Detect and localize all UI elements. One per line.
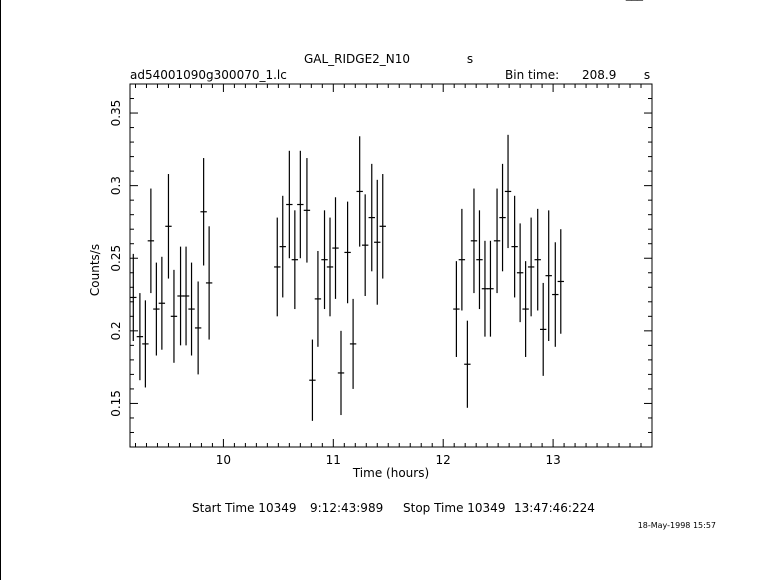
data-point <box>309 340 315 421</box>
x-tick-label: 13 <box>545 453 561 467</box>
y-axis-label: Counts/s <box>88 243 102 297</box>
data-point <box>142 300 148 387</box>
date-stamp: 18-May-1998 15:57 <box>637 521 716 530</box>
data-point <box>274 218 280 317</box>
data-point <box>280 196 286 298</box>
data-point <box>511 196 517 298</box>
data-point <box>505 135 511 248</box>
data-point <box>482 241 488 337</box>
data-point <box>297 151 303 258</box>
data-point <box>321 210 327 309</box>
data-point <box>177 247 183 346</box>
data-point <box>183 247 189 346</box>
data-point <box>362 194 368 296</box>
start-time-value: 9:12:43:989 <box>310 501 384 515</box>
y-tick-label: 0.2 <box>109 321 123 341</box>
data-point <box>540 283 546 376</box>
chart-title-units: s <box>466 52 474 66</box>
data-point <box>499 164 505 271</box>
bin-time-units: s <box>643 68 651 82</box>
data-point <box>159 257 165 350</box>
data-point <box>459 209 465 311</box>
data-point <box>165 174 171 279</box>
axis-tick-labels <box>109 100 561 467</box>
stop-time-value: 13:47:46:224 <box>514 501 595 515</box>
data-point <box>369 164 375 271</box>
axis-ticks <box>130 84 652 447</box>
data-point <box>171 270 177 363</box>
data-point <box>552 242 558 347</box>
data-point <box>200 158 206 265</box>
bin-time-value: 208.9 <box>582 68 617 82</box>
data-point <box>327 218 333 317</box>
data-point <box>292 210 298 309</box>
y-tick-label: 0.25 <box>109 244 123 272</box>
data-point <box>494 189 500 294</box>
x-tick-label: 10 <box>215 453 232 467</box>
data-point <box>464 321 470 408</box>
data-point <box>487 241 493 337</box>
y-tick-label: 0.35 <box>109 99 123 127</box>
data-point <box>286 151 292 258</box>
data-point <box>206 226 212 339</box>
data-point <box>130 254 136 341</box>
data-point <box>338 331 344 415</box>
data-point <box>522 261 528 357</box>
x-tick-label: 11 <box>325 453 341 467</box>
data-point <box>517 223 523 322</box>
data-point <box>356 136 362 246</box>
chart-title: GAL_RIDGE2_N10 <box>303 52 411 66</box>
x-axis-label: Time (hours) <box>352 466 430 480</box>
data-point <box>195 281 201 374</box>
data-point <box>453 261 459 357</box>
data-point <box>535 209 541 311</box>
data-point <box>148 189 154 294</box>
data-point <box>315 251 321 347</box>
y-tick-label: 0.3 <box>109 176 123 196</box>
stop-time-label: Stop Time 10349 <box>403 501 506 515</box>
data-point <box>153 263 159 356</box>
data-point <box>188 263 194 356</box>
data-point <box>374 180 380 305</box>
data-point <box>137 293 143 380</box>
data-point <box>380 174 386 279</box>
data-point <box>546 210 552 341</box>
x-tick-label: 12 <box>435 453 451 467</box>
data-point <box>528 218 534 317</box>
file-name-label: ad54001090g300070_1.lc <box>130 68 287 82</box>
data-point <box>476 210 482 309</box>
data-point <box>332 197 338 299</box>
data-point <box>350 299 356 389</box>
bin-time-label: Bin time: <box>505 68 560 82</box>
data-point <box>471 189 477 294</box>
start-time-label: Start Time 10349 <box>192 501 297 515</box>
data-point <box>304 158 310 263</box>
data-point <box>558 229 564 334</box>
y-tick-label: 0.15 <box>109 390 123 417</box>
plot-frame <box>130 84 652 447</box>
data-point <box>344 202 350 304</box>
